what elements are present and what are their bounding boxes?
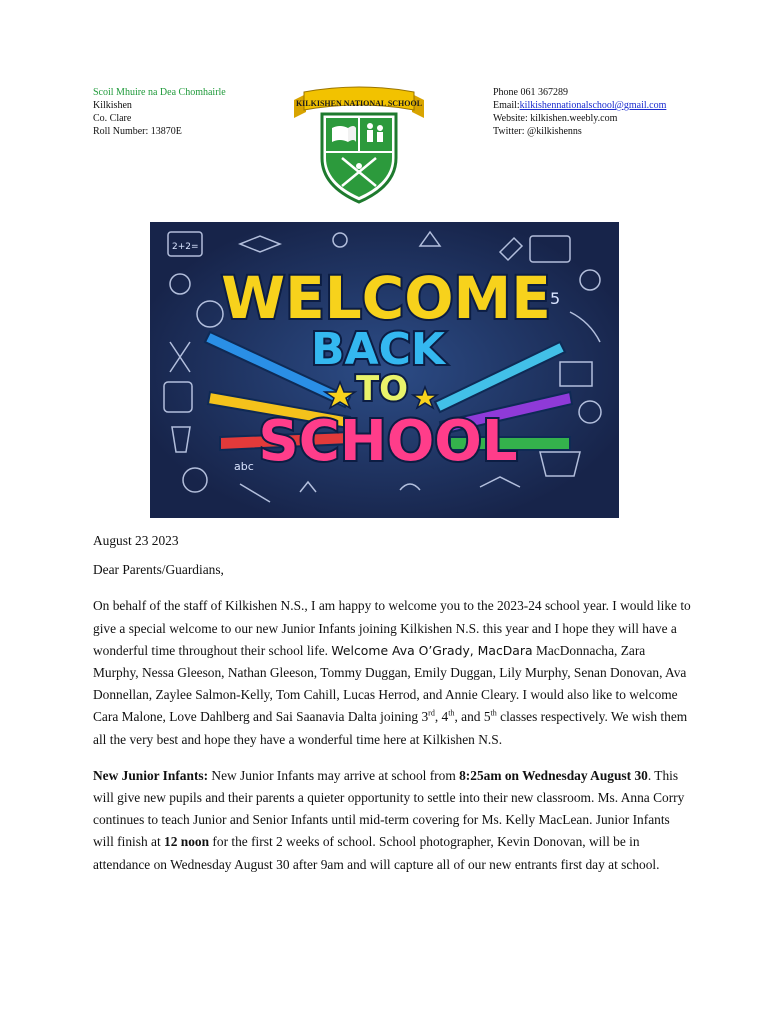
school-crest-logo xyxy=(292,86,426,206)
letter-body xyxy=(93,530,693,876)
phone-number: Phone 061 367289 xyxy=(493,87,568,98)
email-label: Email: xyxy=(493,100,520,111)
crest-ribbon-text: KILKISHEN NATIONAL SCHOOL xyxy=(295,99,423,108)
banner-school-text: SCHOOL xyxy=(258,409,518,474)
school-irish-name: Scoil Mhuire na Dea Chomhairle xyxy=(93,87,226,98)
finish-time-bold: 12 noon xyxy=(164,834,210,850)
school-contact-block xyxy=(493,86,666,138)
junior-infants-heading: New Junior Infants: xyxy=(93,767,209,783)
welcome-closing-text: classes respectively. We wish them all the very best and hope they have a wonderful time here at Kilkishen N.S. xyxy=(93,709,688,747)
school-address-block xyxy=(93,86,226,138)
doodle-math-text: 2+2= xyxy=(172,242,199,252)
superscript-th-1: th xyxy=(448,708,455,718)
doodle-number-text: 5 xyxy=(550,289,561,308)
welcome-names-start: Welcome Ava O’Grady, MacDara xyxy=(331,642,533,658)
banner-welcome-text: WELCOME xyxy=(221,264,551,332)
superscript-rd: rd xyxy=(428,708,435,718)
welcome-names-text: MacDonnacha, Zara Murphy, Nessa Gleeson, Nathan Gleeson, Tommy Duggan, Emily Duggan, Lily Murphy, Senan Donovan, Ava Donnellan, Zaylee Salmon-Kelly, Tom Cahill, Lucas Herrod, and Annie Cleary. I would also like to welcome Cara Malone, Love Dahlberg and Sai Saanavia Dalta joining 3 xyxy=(93,642,687,725)
class-separator-1: , 4 xyxy=(434,709,449,725)
banner-to-text: TO xyxy=(355,369,409,409)
welcome-intro-text: On behalf of the staff of Kilkishen N.S., I am happy to welcome you to the 2023-24 school year. I would like to give a special welcome to our new Junior Infants joining Kilkishen N.S. this year and I hope they will have a wonderful time throughout their school life. xyxy=(93,598,691,658)
twitter-handle: Twitter: @kilkishenns xyxy=(493,126,582,137)
website: Website: kilkishen.weebly.com xyxy=(493,113,618,124)
email-line xyxy=(493,99,666,112)
junior-infants-text-1: New Junior Infants may arrive at school from xyxy=(208,767,460,783)
junior-infants-text-3: for the first 2 weeks of school. School photographer, Kevin Donovan, will be in attendance on Wednesday August 30 after 9am and will capture all of our new entrants first day at school. xyxy=(93,834,660,872)
school-town: Kilkishen xyxy=(93,100,132,111)
class-separator-2: , and 5 xyxy=(454,709,491,725)
welcome-back-to-school-banner xyxy=(150,222,619,518)
doodle-abc-text: abc xyxy=(234,460,254,473)
banner-back-text: BACK xyxy=(311,324,445,375)
email-link[interactable]: kilkishennationalschool@gmail.com xyxy=(519,100,667,111)
letter-date: August 23 2023 xyxy=(93,533,179,548)
superscript-th-2: th xyxy=(490,708,497,718)
arrival-time-bold: 8:25am on Wednesday August 30 xyxy=(459,767,648,783)
letter-salutation: Dear Parents/Guardians, xyxy=(93,562,224,578)
roll-number: Roll Number: 13870E xyxy=(93,126,182,137)
junior-infants-paragraph xyxy=(93,765,693,876)
school-county: Co. Clare xyxy=(93,113,132,124)
junior-infants-text-2: . This will give new pupils and their parents a quieter opportunity to settle into their new classroom. Ms. Anna Corry continues to teach Junior and Senior Infants until mid-term covering for Ms. Kelly MacLean. Junior Infants will finish at xyxy=(93,767,685,850)
welcome-paragraph xyxy=(93,595,693,750)
